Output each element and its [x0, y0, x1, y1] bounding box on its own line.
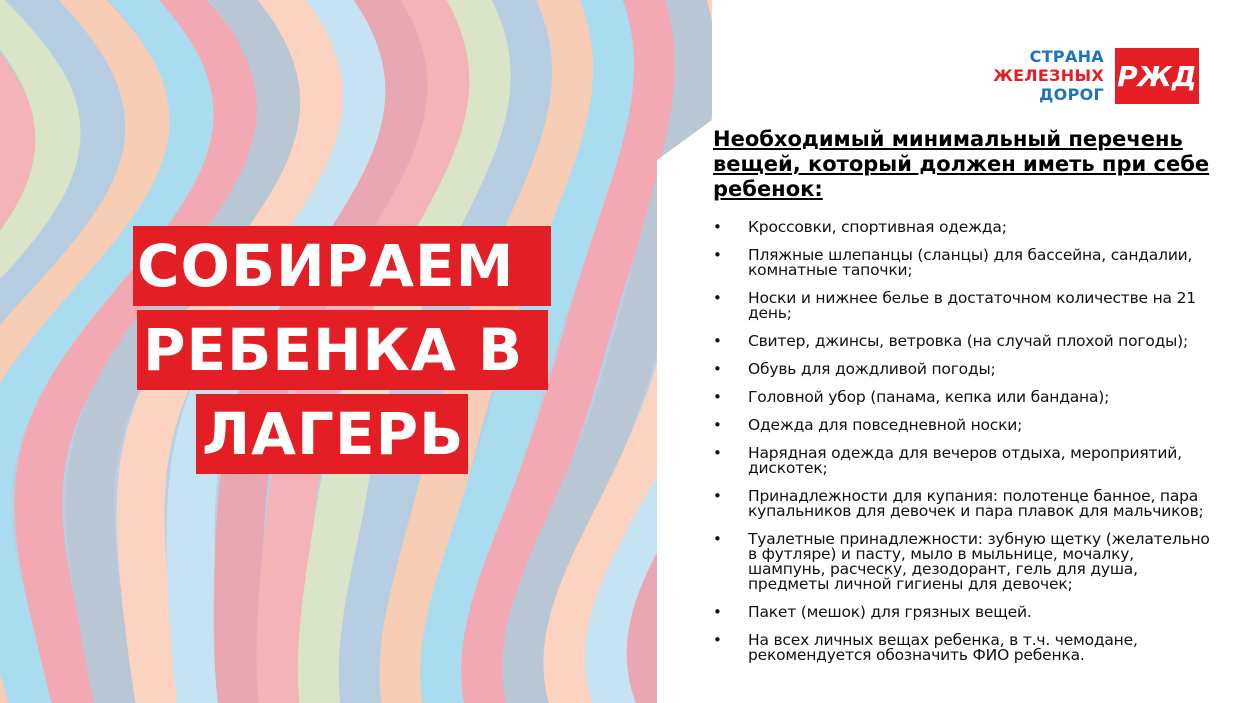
- svg-text:РЖД: РЖД: [1117, 60, 1197, 93]
- list-item: • Свитер, джинсы, ветровка (на случай плохой погоды);: [713, 334, 1213, 349]
- list-item: • Туалетные принадлежности: зубную щетку (желательно в футляре) и пасту, мыло в мыльнице, мочалку, шампунь, расческу, дезодорант, гель для душа, предметы личной гигиены для девочек;: [713, 532, 1213, 592]
- list-item: • Кроссовки, спортивная одежда;: [713, 220, 1213, 235]
- logo-line-3: ДОРОГ: [1039, 85, 1104, 104]
- headline-line-3: ЛАГЕРЬ: [196, 394, 468, 474]
- checklist-heading: Необходимый минимальный перечень вещей, который должен иметь при себе ребенок:: [713, 127, 1210, 201]
- list-item: • Принадлежности для купания: полотенце банное, пара купальников для девочек и пара плавок для мальчиков;: [713, 489, 1213, 519]
- list-item: • Пакет (мешок) для грязных вещей.: [713, 605, 1213, 620]
- checklist: [713, 220, 1213, 676]
- list-item: • Носки и нижнее белье в достаточном количестве на 21 день;: [713, 291, 1213, 321]
- headline-line-2: РЕБЕНКА В: [137, 310, 548, 390]
- headline-line-1: СОБИРАЕМ: [133, 226, 551, 306]
- list-item: • Пляжные шлепанцы (сланцы) для бассейна, сандалии, комнатные тапочки;: [713, 248, 1213, 278]
- list-item: • Одежда для повседневной носки;: [713, 418, 1213, 433]
- list-item: • Обувь для дождливой погоды;: [713, 362, 1213, 377]
- logo-text: [982, 47, 1104, 104]
- list-item: • На всех личных вещах ребенка, в т.ч. чемодане, рекомендуется обозначить ФИО ребенка.: [713, 633, 1213, 663]
- rzd-logo-icon: [1115, 48, 1199, 104]
- logo-line-1: СТРАНА: [1029, 47, 1104, 66]
- list-item: • Нарядная одежда для вечеров отдыха, мероприятий, дискотек;: [713, 446, 1213, 476]
- logo-line-2: ЖЕЛЕЗНЫХ: [993, 66, 1104, 85]
- list-item: • Головной убор (панама, кепка или бандана);: [713, 390, 1213, 405]
